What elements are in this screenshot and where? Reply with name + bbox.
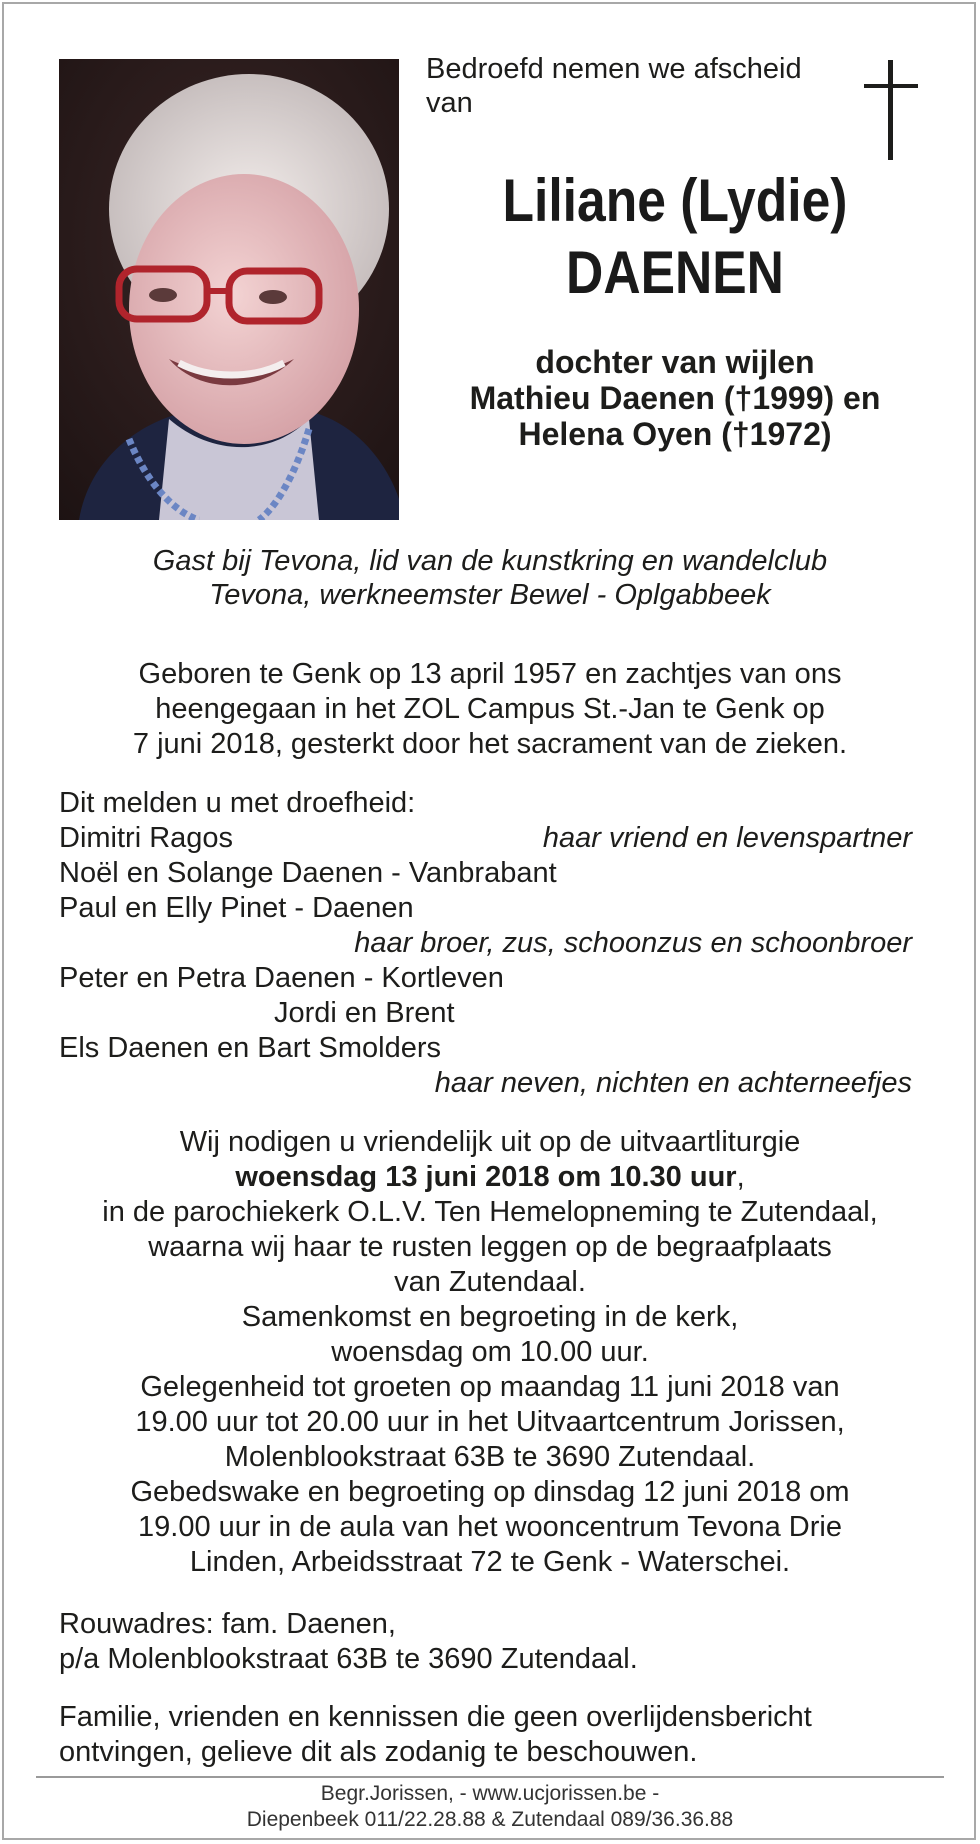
affiliation-line-1: Gast bij Tevona, lid van de kunstkring en wandelclub	[152, 545, 828, 577]
relation-2: haar broer, zus, schoonzus en schoonbroer	[354, 927, 912, 959]
footer-line-2: Diepenbeek 011/22.28.88 & Zutendaal 089/36.36.88	[246, 1808, 734, 1831]
intro-line-2: van	[426, 87, 473, 119]
address-block	[59, 1607, 638, 1677]
relation-1: haar vriend en levenspartner	[542, 822, 912, 854]
mourners-heading: Dit melden u met droefheid:	[59, 787, 416, 819]
footer-divider	[36, 1776, 944, 1778]
funeral-line-10: Molenblookstraat 63B te 3690 Zutendaal.	[224, 1441, 756, 1473]
parents-line-2: Mathieu Daenen (†1999) en	[469, 380, 881, 416]
mourner-3: Paul en Elly Pinet - Daenen	[59, 892, 414, 924]
birth-death-line-1: Geboren te Genk op 13 april 1957 en zachtjes van ons	[138, 658, 842, 690]
deceased-first-name: Liliane (Lydie)	[502, 167, 848, 234]
funeral-line-5: van Zutendaal.	[394, 1266, 586, 1298]
relation-3: haar neven, nichten en achterneefjes	[434, 1067, 912, 1099]
funeral-line-8: Gelegenheid tot groeten op maandag 11 juni 2018 van	[140, 1371, 840, 1403]
mourner-1: Dimitri Ragos	[59, 822, 234, 854]
address-line-2: p/a Molenblookstraat 63B te 3690 Zutendaal.	[59, 1643, 638, 1675]
address-line-1: Rouwadres: fam. Daenen,	[59, 1608, 396, 1640]
mourner-5: Jordi en Brent	[274, 997, 455, 1029]
notice-block	[59, 1700, 812, 1770]
funeral-line-3: in de parochiekerk O.L.V. Ten Hemelopneming te Zutendaal,	[102, 1196, 878, 1228]
intro-text	[426, 52, 802, 120]
affiliation-block	[40, 544, 940, 612]
funeral-date: woensdag 13 juni 2018 om 10.30 uur	[235, 1161, 737, 1193]
funeral-line-4: waarna wij haar te rusten leggen op de begraafplaats	[148, 1231, 832, 1263]
notice-line-1: Familie, vrienden en kennissen die geen overlijdensbericht	[59, 1701, 812, 1733]
footer	[40, 1781, 940, 1833]
funeral-line-12: 19.00 uur in de aula van het wooncentrum Tevona Drie	[138, 1511, 842, 1543]
intro-line-1: Bedroefd nemen we afscheid	[426, 53, 802, 85]
funeral-line-1: Wij nodigen u vriendelijk uit op de uitvaartliturgie	[179, 1126, 801, 1158]
mourner-2: Noël en Solange Daenen - Vanbrabant	[59, 857, 557, 889]
funeral-date-suffix: ,	[736, 1161, 745, 1193]
birth-death-line-3: 7 juni 2018, gesterkt door het sacrament van de zieken.	[132, 728, 848, 760]
birth-death-line-2: heengegaan in het ZOL Campus St.-Jan te Genk op	[155, 693, 825, 725]
funeral-line-9: 19.00 uur tot 20.00 uur in het Uitvaartcentrum Jorissen,	[135, 1406, 845, 1438]
portrait-photo	[59, 59, 399, 520]
parents-line-1: dochter van wijlen	[535, 344, 815, 380]
notice-line-2: ontvingen, gelieve dit als zodanig te beschouwen.	[59, 1736, 698, 1768]
deceased-last-name: DAENEN	[566, 239, 784, 306]
deceased-name	[473, 165, 877, 309]
affiliation-line-2: Tevona, werkneemster Bewel - Oplgabbeek	[209, 579, 771, 611]
cross-icon	[856, 60, 928, 160]
parents-line-3: Helena Oyen (†1972)	[518, 416, 832, 452]
birth-death-block	[40, 657, 940, 762]
mourner-6: Els Daenen en Bart Smolders	[59, 1032, 442, 1064]
funeral-line-13: Linden, Arbeidsstraat 72 te Genk - Waterschei.	[189, 1546, 791, 1578]
funeral-date-line	[40, 1160, 940, 1195]
funeral-line-7: woensdag om 10.00 uur.	[331, 1336, 649, 1368]
mourner-4: Peter en Petra Daenen - Kortleven	[59, 962, 504, 994]
funeral-line-11: Gebedswake en begroeting op dinsdag 12 juni 2018 om	[130, 1476, 850, 1508]
funeral-line-6: Samenkomst en begroeting in de kerk,	[241, 1301, 739, 1333]
parents-block	[420, 344, 930, 452]
footer-line-1: Begr.Jorissen, - www.ucjorissen.be -	[320, 1782, 660, 1805]
funeral-block	[40, 1125, 940, 1580]
